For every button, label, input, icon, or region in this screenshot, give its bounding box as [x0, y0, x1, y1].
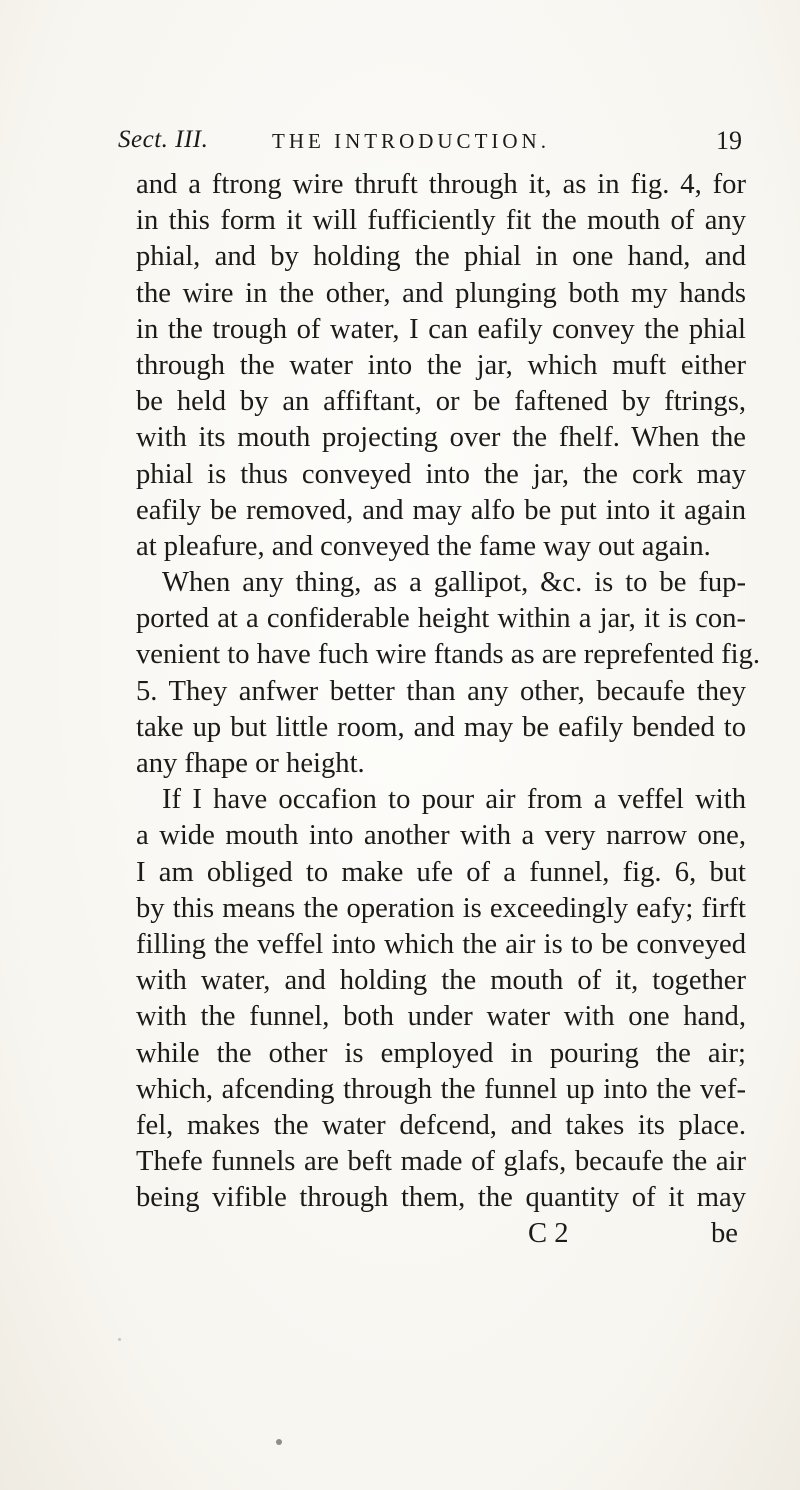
text-line: be held by an affiftant, or be faftened by ftrings,	[136, 386, 746, 418]
text-line: with the funnel, both under water with one hand,	[136, 1001, 746, 1033]
running-title: THE INTRODUCTION.	[272, 129, 550, 153]
text-line: filling the veffel into which the air is to be conveyed	[136, 928, 746, 960]
text-line: by this means the operation is exceedingly eafy; firft	[136, 892, 746, 924]
text-line: with its mouth projecting over the fhelf. When the	[136, 422, 746, 454]
text-line: the wire in the other, and plunging both my hands	[136, 277, 746, 309]
text-line: 5. They anfwer better than any other, becaufe they	[136, 675, 746, 707]
catchword: be	[711, 1218, 738, 1250]
text-line: phial is thus conveyed into the jar, the cork may	[136, 458, 746, 490]
text-line: at pleafure, and conveyed the fame way out again.	[136, 530, 711, 562]
text-line: venient to have fuch wire ftands as are reprefented fig.	[136, 639, 761, 671]
text-line: ported at a confiderable height within a jar, it is con-	[136, 603, 746, 635]
running-head	[118, 126, 742, 166]
signature-mark: C 2	[528, 1218, 569, 1250]
paragraph-first-line: If I have occafion to pour air from a veffel with	[162, 784, 746, 816]
text-line: in this form it will fufficiently fit the mouth of any	[136, 205, 746, 237]
text-line: eafily be removed, and may alfo be put into it again	[136, 494, 746, 526]
text-line: through the water into the jar, which muft either	[136, 349, 746, 381]
text-line: while the other is employed in pouring the air;	[136, 1037, 746, 1069]
signature-line	[136, 1216, 746, 1252]
ink-speck	[118, 1338, 121, 1341]
text-line: which, afcending through the funnel up into the vef-	[136, 1073, 746, 1105]
text-line: Thefe funnels are beft made of glafs, becaufe the air	[136, 1146, 746, 1178]
body-text	[136, 167, 761, 1253]
text-line: a wide mouth into another with a very narrow one,	[136, 820, 746, 852]
ink-speck	[276, 1439, 282, 1445]
text-line: and a ftrong wire thruft through it, as in fig. 4, for	[136, 169, 746, 200]
text-line: fel, makes the water defcend, and takes its place.	[136, 1109, 746, 1141]
text-line: take up but little room, and may be eafily bended to	[136, 711, 746, 743]
paragraph-first-line: When any thing, as a gallipot, &c. is to be fup-	[162, 567, 746, 599]
text-line: any fhape or height.	[136, 748, 365, 779]
section-label: Sect. III.	[118, 126, 209, 153]
page-number: 19	[716, 126, 742, 155]
text-line: I am obliged to make ufe of a funnel, fig. 6, but	[136, 856, 746, 888]
text-line: with water, and holding the mouth of it, together	[136, 965, 746, 997]
text-line: phial, and by holding the phial in one hand, and	[136, 241, 746, 273]
text-line: in the trough of water, I can eafily convey the phial	[136, 313, 746, 345]
text-line: being vifible through them, the quantity of it may	[136, 1182, 746, 1214]
